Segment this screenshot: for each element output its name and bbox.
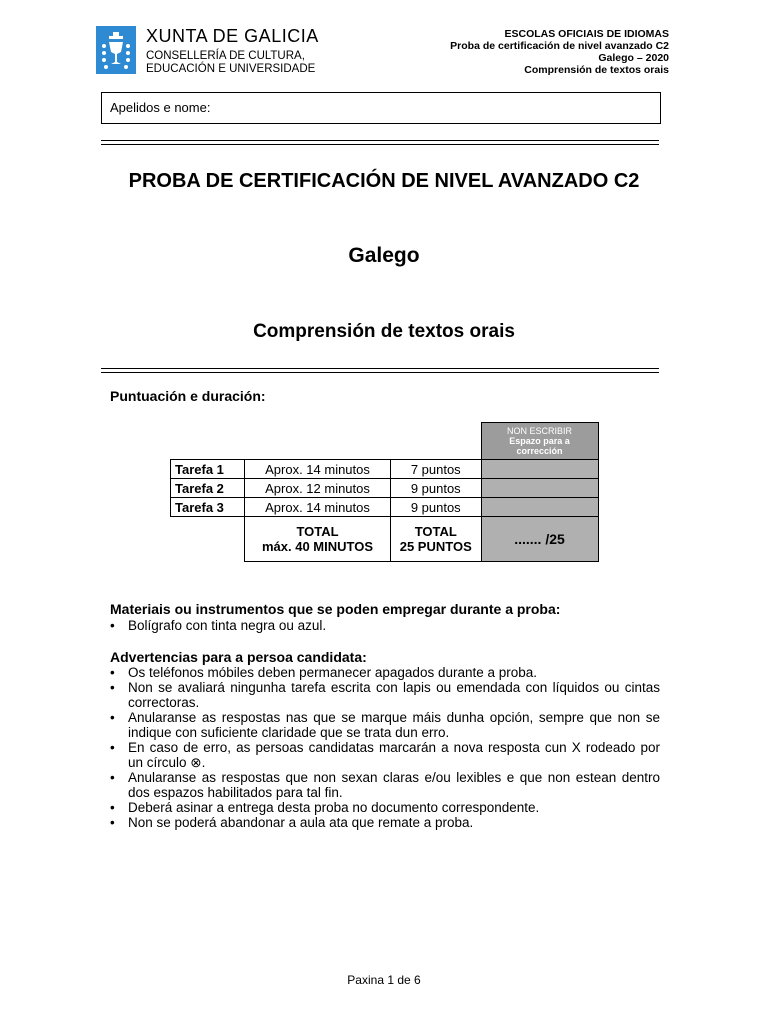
name-field[interactable] xyxy=(101,92,661,124)
logo-title: XUNTA DE GALICIA xyxy=(146,26,319,46)
list-item: • Anularanse as respostas que non sexan claras e/ou lexibles e que non estean dentro dos espazos habilitados para tal fin. xyxy=(110,770,660,800)
list-item: • Os teléfonos móbiles deben permanecer apagados durante a proba. xyxy=(110,665,660,680)
correction-cell xyxy=(481,498,598,517)
list-item: • Bolígrafo con tinta negra ou azul. xyxy=(110,618,660,633)
header-line-2: Proba de certificación de nivel avanzado C2 xyxy=(450,40,669,52)
correccion-label: corrección xyxy=(516,446,563,456)
table-row xyxy=(171,460,599,479)
header-line-3: Galego – 2020 xyxy=(598,52,669,64)
points-cell: 7 puntos xyxy=(391,460,482,479)
divider-bottom xyxy=(101,368,659,373)
total-label-points: TOTAL xyxy=(414,524,457,539)
list-item: • Non se avaliará ningunha tarefa escrita con lapis ou emendada con líquidos ou cintas correctoras. xyxy=(110,680,660,710)
table-head-row xyxy=(171,423,599,460)
materials-heading: Materiais ou instrumentos que se poden empregar durante a proba: xyxy=(110,601,561,617)
non-escribir-label: NON ESCRIBIR xyxy=(506,426,572,436)
logo-sub-line-1: CONSELLERÍA DE CULTURA, xyxy=(146,50,305,62)
galicia-crest-icon xyxy=(96,26,136,74)
logo-sub-line-2: EDUCACIÓN E UNIVERSIDADE xyxy=(146,63,316,75)
language-title: Galego xyxy=(348,244,420,267)
list-item: • Anularanse as respostas nas que se marque máis dunha opción, sempre que non se indique con suficiente claridade que se trata dun erro. xyxy=(110,710,660,740)
task-cell: Tarefa 3 xyxy=(171,498,245,517)
correction-header xyxy=(481,423,598,460)
table-total-row xyxy=(171,517,599,562)
total-time-cell xyxy=(245,517,391,562)
task-cell: Tarefa 1 xyxy=(171,460,245,479)
xunta-logo xyxy=(96,26,336,76)
name-field-label: Apelidos e nome: xyxy=(110,100,211,115)
list-item: • Non se poderá abandonar a aula ata que remate a proba. xyxy=(110,815,660,830)
points-cell: 9 puntos xyxy=(391,498,482,517)
duration-cell: Aprox. 14 minutos xyxy=(245,460,391,479)
header-line-4: Comprensión de textos orais xyxy=(524,64,669,76)
exam-title: PROBA DE CERTIFICACIÓN DE NIVEL AVANZADO C2 xyxy=(128,170,640,192)
divider-top xyxy=(101,140,659,145)
total-points-value: 25 PUNTOS xyxy=(399,539,472,554)
points-cell: 9 puntos xyxy=(391,479,482,498)
section-title: Comprensión de textos orais xyxy=(253,321,515,342)
task-cell: Tarefa 2 xyxy=(171,479,245,498)
warnings-heading: Advertencias para a persoa candidata: xyxy=(110,649,367,665)
table-row xyxy=(171,479,599,498)
score-table xyxy=(170,422,599,562)
correction-cell xyxy=(481,460,598,479)
document-header xyxy=(450,28,669,76)
correction-cell xyxy=(481,479,598,498)
table-row xyxy=(171,498,599,517)
list-item: • En caso de erro, as persoas candidatas marcarán a nova resposta cun X rodeado por un círculo ⊗. xyxy=(110,740,660,770)
score-heading: Puntuación e duración: xyxy=(110,388,266,404)
header-line-1: ESCOLAS OFICIAIS DE IDIOMAS xyxy=(504,28,669,40)
total-time-value: máx. 40 MINUTOS xyxy=(261,539,374,554)
total-points-cell xyxy=(391,517,482,562)
page-number: Paxina 1 de 6 xyxy=(347,973,421,987)
materials-list xyxy=(110,618,660,633)
total-label-time: TOTAL xyxy=(296,524,339,539)
list-item: • Deberá asinar a entrega desta proba no documento correspondente. xyxy=(110,800,660,815)
warnings-list xyxy=(110,665,660,830)
score-blank-cell: ....... /25 xyxy=(481,517,598,562)
logo-subtitle xyxy=(146,50,315,76)
duration-cell: Aprox. 14 minutos xyxy=(245,498,391,517)
duration-cell: Aprox. 12 minutos xyxy=(245,479,391,498)
espazo-label: Espazo para a xyxy=(509,436,570,446)
